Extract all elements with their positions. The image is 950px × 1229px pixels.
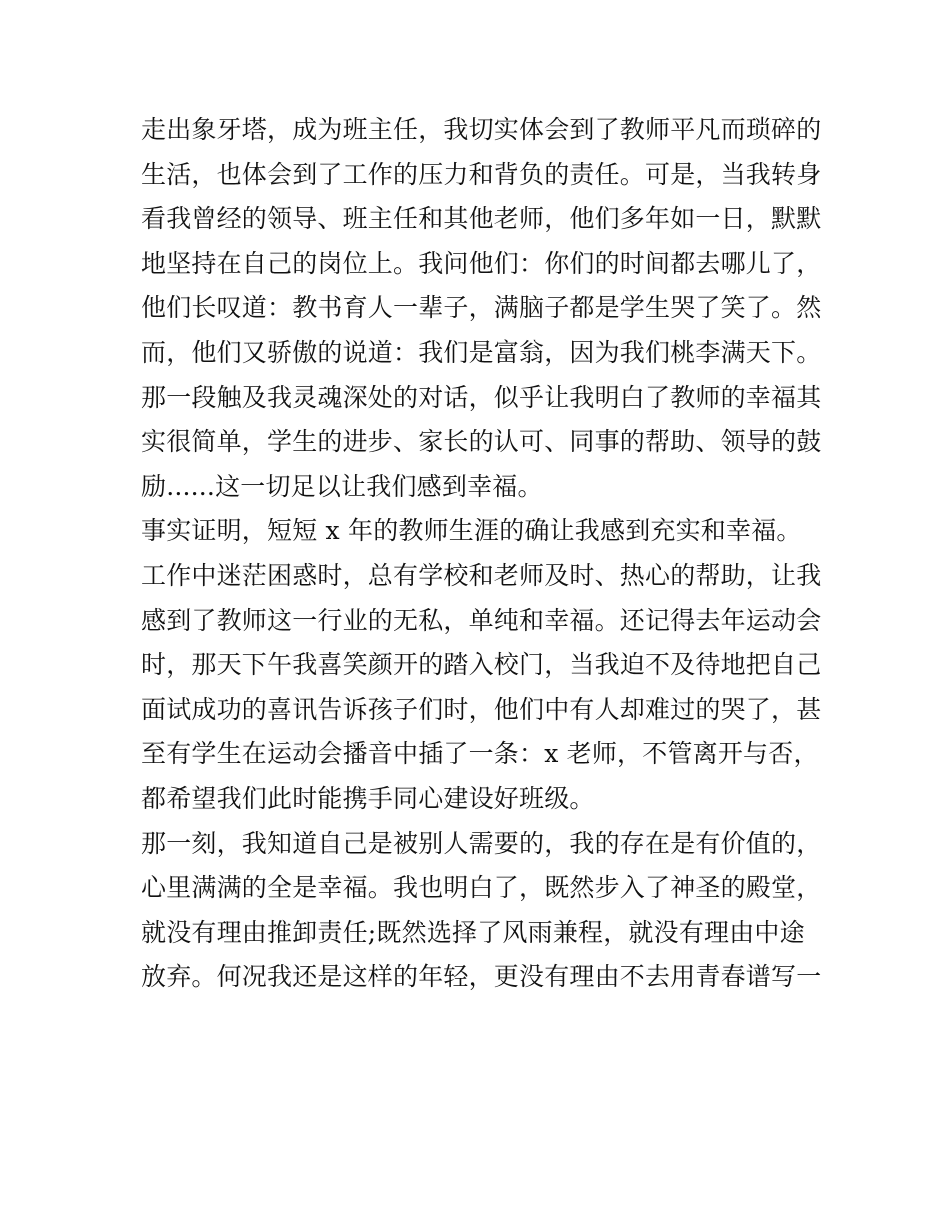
- text-line: 而，他们又骄傲的说道：我们是富翁，因为我们桃李满天下。: [141, 337, 822, 367]
- text-line: 走出象牙塔，成为班主任，我切实体会到了教师平凡而琐碎的: [141, 115, 822, 144]
- text-line: 实很简单，学生的进步、家长的认可、同事的帮助、领导的鼓: [141, 427, 822, 457]
- body-text: [141, 108, 821, 1000]
- text-line: 感到了教师这一行业的无私，单纯和幸福。还记得去年运动会: [141, 605, 822, 635]
- text-line: 看我曾经的领导、班主任和其他老师，他们多年如一日，默默: [141, 204, 822, 234]
- text-line: 地坚持在自己的岗位上。我问他们：你们的时间都去哪儿了，: [141, 248, 822, 278]
- text-line: 面试成功的喜讯告诉孩子们时，他们中有人却难过的哭了，甚: [141, 694, 822, 724]
- text-line: 他们长叹道：教书育人一辈子，满脑子都是学生哭了笑了。然: [141, 293, 822, 323]
- text-line: 那一刻，我知道自己是被别人需要的，我的存在是有价值的，: [141, 828, 822, 858]
- text-line: 那一段触及我灵魂深处的对话，似乎让我明白了教师的幸福其: [141, 382, 822, 412]
- text-line: 时，那天下午我喜笑颜开的踏入校门，当我迫不及待地把自己: [141, 650, 822, 680]
- text-line: 生活，也体会到了工作的压力和背负的责任。可是，当我转身: [141, 159, 822, 189]
- text-line: 至有学生在运动会播音中插了一条：x 老师，不管离开与否，: [141, 739, 819, 769]
- text-line: 放弃。何况我还是这样的年轻，更没有理由不去用青春谱写一: [141, 962, 822, 992]
- text-line: 就没有理由推卸责任;既然选择了风雨兼程，就没有理由中途: [141, 917, 805, 947]
- text-line: 心里满满的全是幸福。我也明白了，既然步入了神圣的殿堂，: [141, 873, 822, 903]
- text-line: 工作中迷茫困惑时，总有学校和老师及时、热心的帮助，让我: [141, 560, 822, 590]
- text-line: 励......这一切足以让我们感到幸福。: [141, 471, 543, 501]
- text-line: 都希望我们此时能携手同心建设好班级。: [141, 783, 595, 813]
- text-line: 事实证明，短短 x 年的教师生涯的确让我感到充实和幸福。: [141, 516, 802, 546]
